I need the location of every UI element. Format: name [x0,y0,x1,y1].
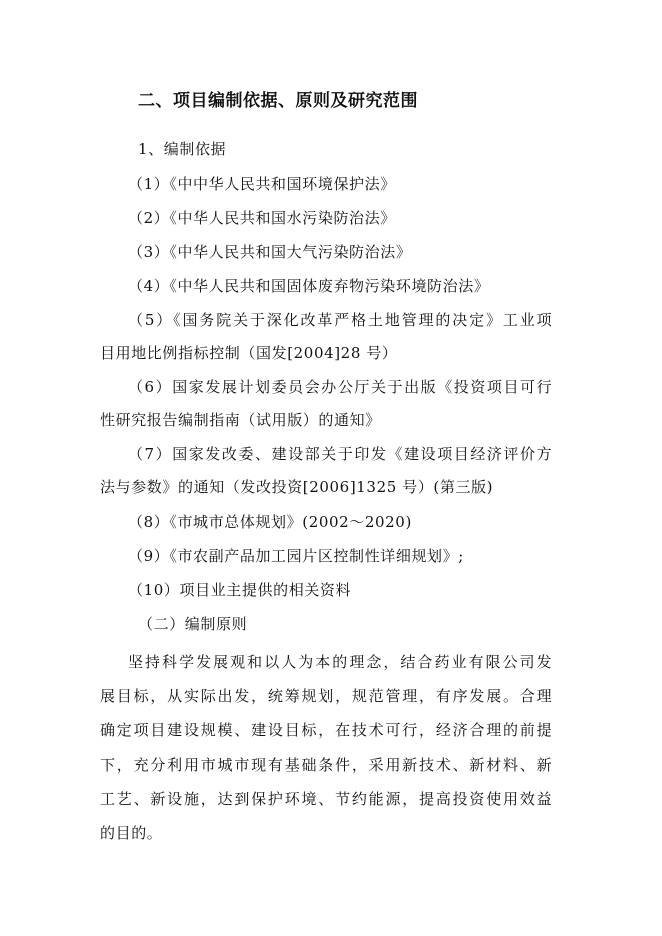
principle-line-6: 的目的。 [100,824,163,842]
basis-item-8: （8）《市城市总体规划》(2002～2020) [128,513,412,531]
basis-item-9: （9）《市农副产品加工园片区控制性详细规划》; [128,547,464,565]
basis-item-1: （1）《中中华人民共和国环境保护法》 [128,175,396,193]
principle-line-4: 下，充分利用市城市现有基础条件，采用新技术、新材料、新 [100,756,552,774]
basis-item-4: （4）《中华人民共和国固体废弃物污染环境防治法》 [128,277,490,295]
basis-item-5-line-2: 目用地比例指标控制（国发[2004]28 号） [100,344,398,362]
principle-heading: （二）编制原则 [138,615,248,633]
principle-line-1: 坚持科学发展观和以人为本的理念，结合药业有限公司发 [128,653,552,671]
basis-item-6-line-2: 性研究报告编制指南（试用版）的通知》 [100,411,381,429]
basis-heading: 1、编制依据 [138,140,227,158]
principle-line-5: 工艺、新设施，达到保护环境、节约能源，提高投资使用效益 [100,790,552,808]
basis-item-6-line-1: （6）国家发展计划委员会办公厅关于出版《投资项目可行 [128,378,552,396]
principle-line-2: 展目标，从实际出发，统筹规划，规范管理，有序发展。合理 [100,687,552,705]
basis-item-7-line-2: 法与参数》的通知（发改投资[2006]1325 号）(第三版) [100,478,494,496]
basis-item-10: （10）项目业主提供的相关资料 [128,581,352,599]
basis-item-3: （3）《中华人民共和国大气污染防治法》 [128,243,412,261]
section-title: 二、项目编制依据、原则及研究范围 [138,91,418,111]
basis-item-2: （2）《中华人民共和国水污染防治法》 [128,209,396,227]
basis-item-7-line-1: （7）国家发改委、建设部关于印发《建设项目经济评价方 [128,445,552,463]
basis-item-5-line-1: （5）《国务院关于深化改革严格土地管理的决定》工业项 [128,311,552,329]
principle-line-3: 确定项目建设规模、建设目标，在技术可行，经济合理的前提 [100,721,552,739]
